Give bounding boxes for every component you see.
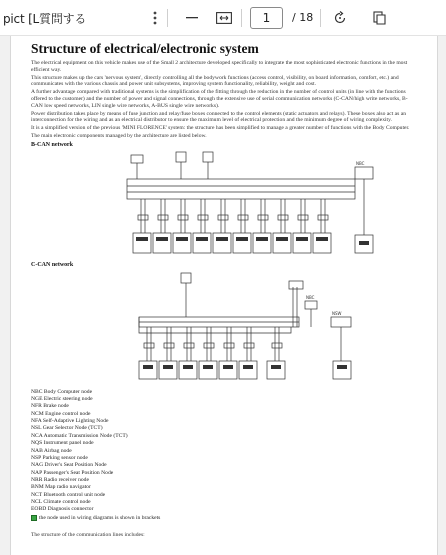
list-item: NBC Body Computer node [31,388,93,395]
list-item: NAP Passenger's Seat Position Node [31,469,114,476]
list-item: NAB Airbag node [31,447,72,454]
paragraph: A further advantage compared with traditional systems is the simplification of the fitting through the reduction in the number of control units (in line with the functions offered to the customer) and the number of power and signal connections, through the extensive use of serial communication networks (C-CAN/high write networks, B-CAN low speed networks, LIN single wire networks, A-BUS single wire networks). [31,89,408,109]
list-item: NAG Driver's Seat Position Node [31,462,107,469]
rotate-button[interactable] [330,8,350,28]
copy-button[interactable] [370,8,390,28]
paragraph: This structure makes up the cars 'nervous system', directly controlling all the bodywork functions (access control, visibility, on board information, comfort, etc.) and communicates with the various chassis and power unit subsystems, improving system functionality, reliability, weight and cost. [31,74,399,88]
bcan-network-diagram [31,149,416,261]
abbreviation-list [31,389,416,522]
list-item: NQS Instrument panel node [31,440,94,447]
pdf-toolbar [0,0,446,36]
document-title: pict [L質問する [3,12,87,26]
list-item: NGE Electric steering node [31,396,93,403]
paragraph: The main electronic components managed by the architecture are listed below. [31,132,207,139]
fit-width-icon [216,12,232,24]
page-content [31,41,416,538]
toolbar-divider [241,9,242,27]
footer-paragraph: The structure of the communication lines includes: [31,531,145,538]
document-heading: Structure of electrical/electronic system [31,41,259,56]
legend-text: the node used in wiring diagrams is shown in brackets [39,514,161,521]
list-item: BNM Map radio navigator [31,484,91,491]
nsw-tag: NSW [332,310,342,316]
more-icon[interactable] [148,8,162,28]
paragraph: Power distribution takes place by means of fuse junction and relay/fuse boxes connected to the control elements (static actuators and relays). These boxes also act as an interconnection for the wiring and as an electrical distributor to ensure the maximum level of electrical protection and the minimum degree of wiring complexity. [31,110,407,124]
minus-icon [186,17,198,19]
copy-icon [373,11,387,25]
page-total: / 18 [292,11,314,24]
bcan-heading: B-CAN network [31,141,73,148]
list-item: NRR Radio receiver node [31,476,89,483]
nbc-tag: NBC [356,160,365,166]
zoom-out-button[interactable] [182,8,202,28]
list-item: NCT Bluetooth control unit node [31,491,106,498]
fit-width-button[interactable] [213,8,235,28]
rotate-icon [333,11,347,25]
list-item: NFR Brake node [31,403,69,410]
list-item: NSP Parking sensor node [31,454,88,461]
green-square-icon [31,515,37,521]
paragraph: The electrical equipment on this vehicle makes use of the Small 2 architecture developed specifically to integrate the most sophisticated electronic functions in the most efficient way. [31,60,408,73]
list-item: NFA Self-Adaptive Lighting Node [31,418,109,425]
list-item: EOBD Diagnosis connector [31,506,94,513]
ccan-heading: C-CAN network [31,261,74,268]
list-item: NCA Automatic Transmission Node (TCT) [31,432,128,439]
list-item: NCL Climate control node [31,498,91,505]
list-item: NSL Gear Selector Node (TCT) [31,425,103,432]
paragraph: It is a simplified version of the previous 'MINI FLORENCE' system: the structure has been simplified to manage a greater number of functions with the Body Computer. [31,125,410,132]
list-item: NCM Engine control node [31,410,91,417]
legend-note [31,514,416,522]
toolbar-divider [167,9,168,27]
page-number-input[interactable] [250,7,283,29]
pdf-page [10,36,438,555]
ccan-network-diagram [31,269,416,385]
nbc-tag: NBC [306,294,315,300]
toolbar-divider [320,9,321,27]
